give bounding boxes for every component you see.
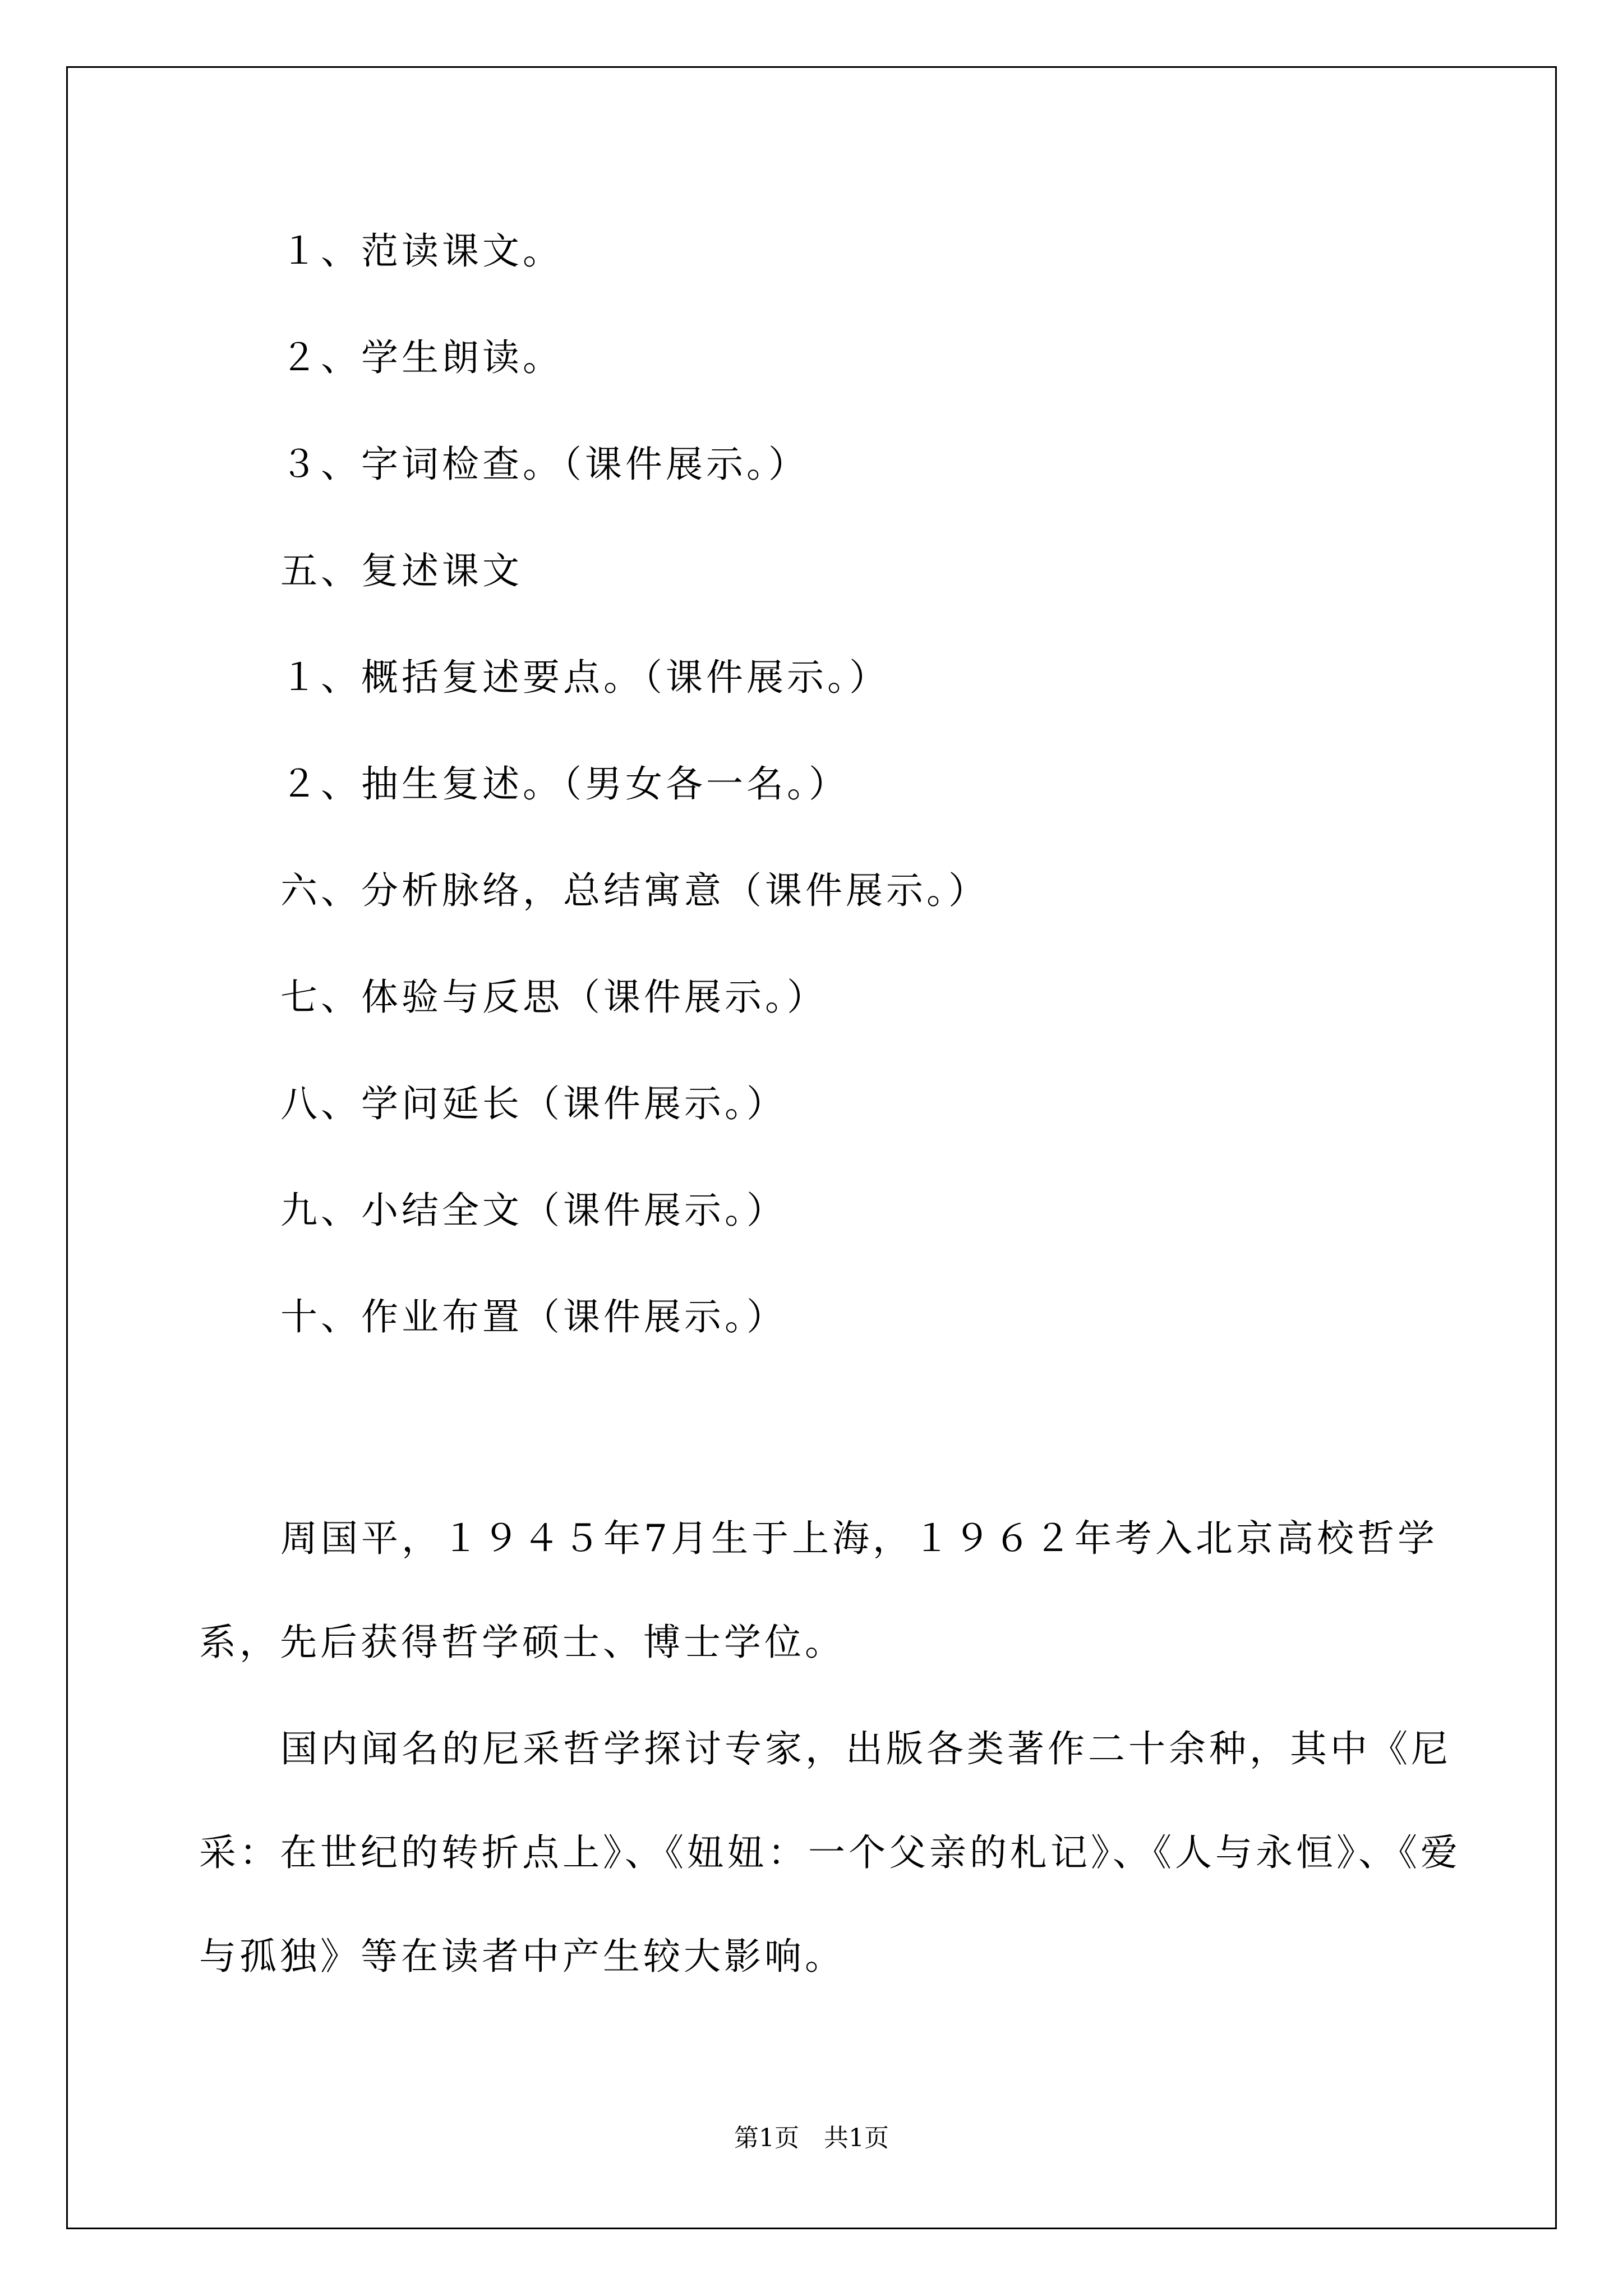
section-heading: 五、复述课文 [280,549,523,592]
page-border [66,66,1557,2229]
outline-item: ３、字词检查。（课件展示。） [280,443,809,486]
section-heading: 七、体验与反思（课件展示。） [280,976,827,1019]
outline-item: １、范读课文。 [280,229,563,273]
section-heading: 六、分析脉络，总结寓意（课件展示。） [280,869,989,912]
page-number: 第1页 共1页 [734,2124,889,2152]
bio-paragraph-2-line-3: 与孤独》等在读者中产生较大影响。 [199,1935,845,1978]
outline-item: ２、抽生复述。（男女各一名。） [280,762,849,806]
bio-paragraph-2-line-2: 采：在世纪的转折点上》、《妞妞：一个父亲的札记》、《人与永恒》、《爱 [199,1831,1461,1874]
outline-item: ２、学生朗读。 [280,336,563,379]
bio-paragraph-2-line-1: 国内闻名的尼采哲学探讨专家，出版各类著作二十余种，其中《尼 [280,1727,1451,1770]
section-heading: 十、作业布置（课件展示。） [280,1295,787,1338]
section-heading: 八、学问延长（课件展示。） [280,1082,787,1125]
outline-item: １、概括复述要点。（课件展示。） [280,656,889,699]
bio-paragraph-1-line-1: 周国平，１９４５年7月生于上海，１９６２年考入北京高校哲学 [280,1517,1438,1560]
bio-paragraph-1-line-2: 系，先后获得哲学硕士、博士学位。 [199,1621,845,1664]
section-heading: 九、小结全文（课件展示。） [280,1189,787,1232]
